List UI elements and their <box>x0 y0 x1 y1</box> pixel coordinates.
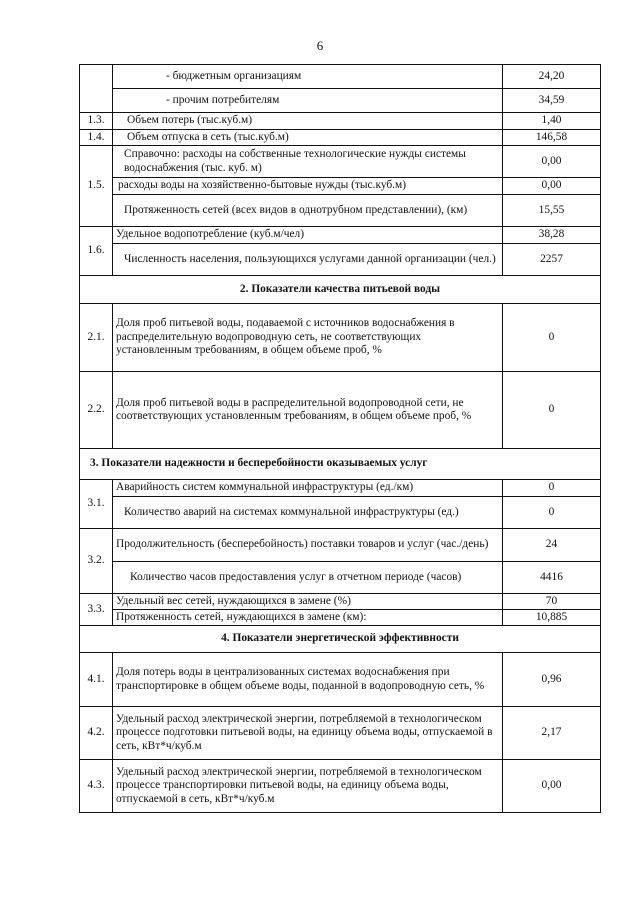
row-number: 2.2. <box>80 372 113 449</box>
table-row <box>80 244 601 276</box>
row-label: Продолжительность (бесперебойность) поставки товаров и услуг (час./день) <box>113 529 503 562</box>
section-header <box>80 449 601 480</box>
row-value: 0,96 <box>503 653 601 707</box>
row-value: 4416 <box>503 562 601 594</box>
row-value: 0 <box>503 304 601 372</box>
table-row <box>80 146 601 178</box>
row-label: - бюджетным организациям <box>113 65 503 89</box>
table-row <box>80 130 601 146</box>
row-value: 15,55 <box>503 195 601 227</box>
row-label: Удельный расход электрической энергии, потребляемой в технологическом процессе транспортировки питьевой воды, на единицу объема воды, отпускаемой в сеть, кВт*ч/куб.м <box>113 760 503 813</box>
section-title: 2. Показатели качества питьевой воды <box>80 276 601 304</box>
section-header <box>80 626 601 653</box>
row-value: 24 <box>503 529 601 562</box>
row-number: 1.5. <box>80 146 113 227</box>
row-number <box>80 65 113 113</box>
row-number: 3.2. <box>80 529 113 594</box>
indicators-table <box>79 64 601 813</box>
table-row <box>80 195 601 227</box>
row-label: Объем потерь (тыс.куб.м) <box>113 113 503 130</box>
row-value: 0 <box>503 480 601 497</box>
table-row <box>80 529 601 562</box>
row-number: 4.2. <box>80 707 113 760</box>
row-value: 1,40 <box>503 113 601 130</box>
row-value: 10,885 <box>503 610 601 626</box>
table-row <box>80 562 601 594</box>
section-title: 3. Показатели надежности и бесперебойности оказываемых услуг <box>80 449 601 480</box>
row-value: 0,00 <box>503 146 601 178</box>
table-row <box>80 227 601 244</box>
row-label: Количество часов предоставления услуг в отчетном периоде (часов) <box>113 562 503 594</box>
row-label: Протяженность сетей (всех видов в однотрубном представлении), (км) <box>113 195 503 227</box>
row-label: Доля проб питьевой воды, подаваемой с источников водоснабжения в распределительную водопроводную сеть, не соответствующих установленным требованиям, в общем объеме проб, % <box>113 304 503 372</box>
table-row <box>80 610 601 626</box>
row-label: Удельный вес сетей, нуждающихся в замене (%) <box>113 594 503 610</box>
row-label: Объем отпуска в сеть (тыс.куб.м) <box>113 130 503 146</box>
table-row <box>80 707 601 760</box>
row-label: Численность населения, пользующихся услугами данной организации (чел.) <box>113 244 503 276</box>
row-number: 3.1. <box>80 480 113 529</box>
table-row <box>80 89 601 113</box>
row-number: 4.3. <box>80 760 113 813</box>
table-row <box>80 65 601 89</box>
row-label: Справочно: расходы на собственные технологические нужды системы водоснабжения (тыс. куб. м) <box>113 146 503 178</box>
section-title: 4. Показатели энергетической эффективности <box>80 626 601 653</box>
row-value: 0 <box>503 497 601 529</box>
section-header <box>80 276 601 304</box>
table-row <box>80 653 601 707</box>
row-label: Удельное водопотребление (куб.м/чел) <box>113 227 503 244</box>
row-value: 34,59 <box>503 89 601 113</box>
row-number: 4.1. <box>80 653 113 707</box>
row-value: 0 <box>503 372 601 449</box>
row-label: Количество аварий на системах коммунальной инфраструктуры (ед.) <box>113 497 503 529</box>
table-row <box>80 497 601 529</box>
row-value: 146,58 <box>503 130 601 146</box>
row-number: 1.6. <box>80 227 113 276</box>
row-label: Аварийность систем коммунальной инфраструктуры (ед./км) <box>113 480 503 497</box>
row-value: 24,20 <box>503 65 601 89</box>
table-row <box>80 178 601 195</box>
row-value: 2,17 <box>503 707 601 760</box>
row-label: Удельный расход электрической энергии, потребляемой в технологическом процессе подготовки питьевой воды, на единицу объема воды, отпускаемой в сеть, кВт*ч/куб.м <box>113 707 503 760</box>
row-label: Протяженность сетей, нуждающихся в замене (км): <box>113 610 503 626</box>
row-value: 0,00 <box>503 760 601 813</box>
row-label: Доля потерь воды в централизованных системах водоснабжения при транспортировке в общем объеме воды, поданной в водопроводную сеть, % <box>113 653 503 707</box>
row-label: расходы воды на хозяйственно-бытовые нужды (тыс.куб.м) <box>113 178 503 195</box>
row-value: 2257 <box>503 244 601 276</box>
row-number: 1.4. <box>80 130 113 146</box>
row-value: 70 <box>503 594 601 610</box>
table-row <box>80 480 601 497</box>
table-row <box>80 760 601 813</box>
table-row <box>80 113 601 130</box>
table-row <box>80 372 601 449</box>
row-value: 0,00 <box>503 178 601 195</box>
row-label: - прочим потребителям <box>113 89 503 113</box>
row-value: 38,28 <box>503 227 601 244</box>
row-number: 1.3. <box>80 113 113 130</box>
page-number: 6 <box>316 38 324 53</box>
row-number: 3.3. <box>80 594 113 626</box>
table-row <box>80 594 601 610</box>
row-label: Доля проб питьевой воды в распределительной водопроводной сети, не соответствующих установленным требованиям, в общем объеме проб, % <box>113 372 503 449</box>
row-number: 2.1. <box>80 304 113 372</box>
table-row <box>80 304 601 372</box>
